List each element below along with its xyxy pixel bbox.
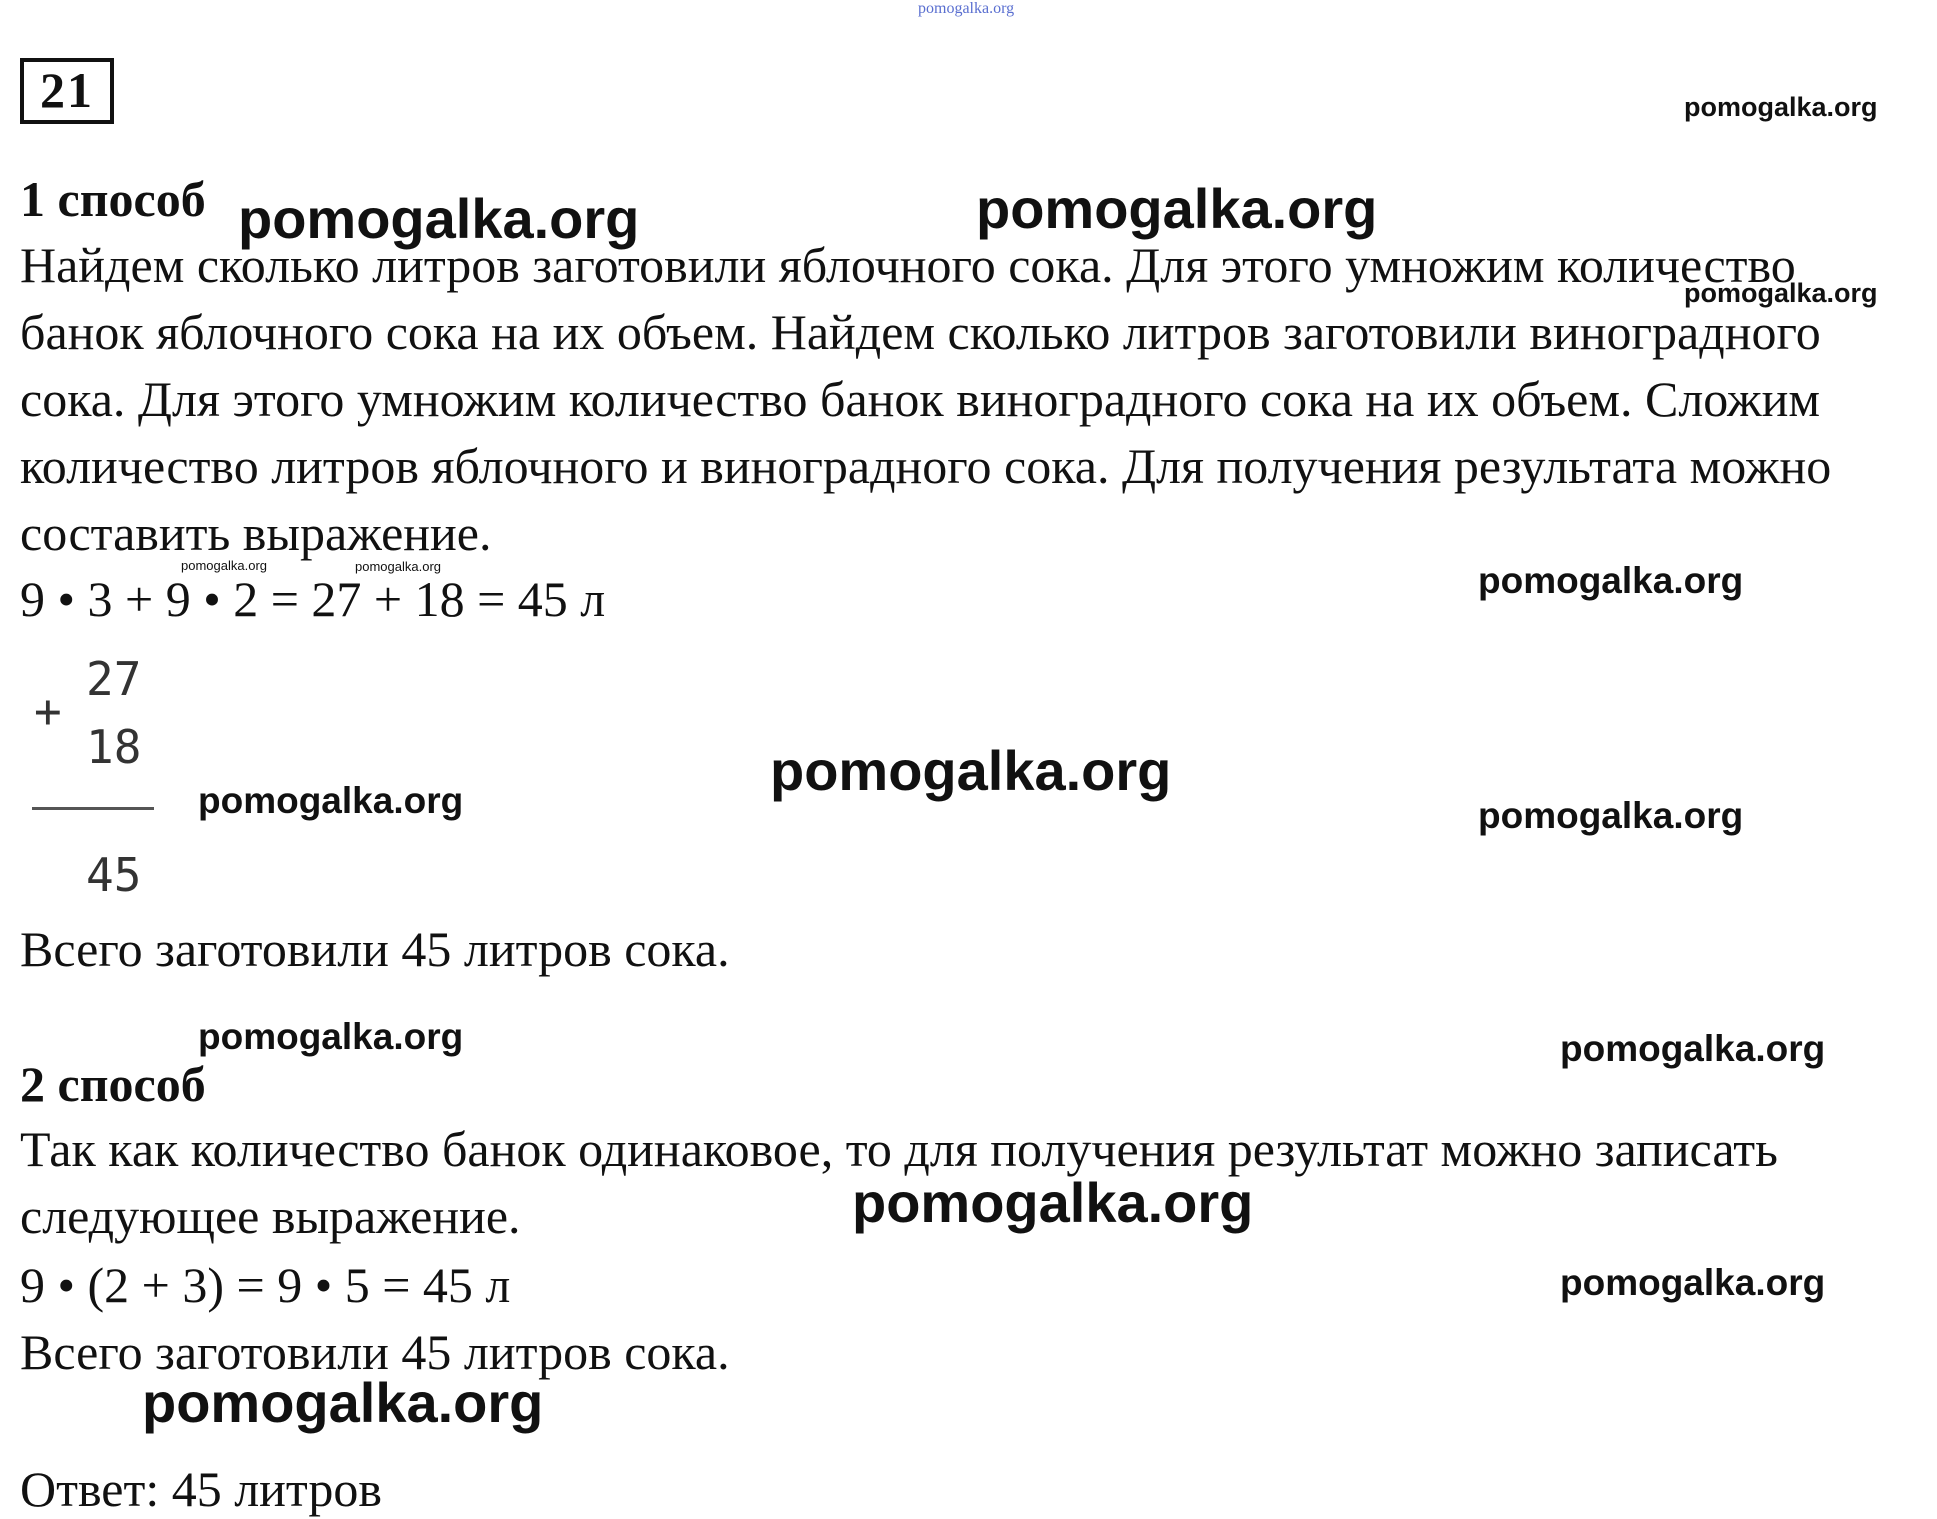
watermark: pomogalka.org bbox=[198, 780, 464, 821]
watermark: pomogalka.org bbox=[181, 558, 267, 573]
task-number-box: 21 bbox=[20, 58, 114, 124]
watermark: pomogalka.org bbox=[355, 559, 441, 574]
column-sum-rule bbox=[32, 807, 154, 810]
method1-paragraph bbox=[20, 232, 1930, 567]
method1-heading: 1 способ bbox=[20, 171, 206, 227]
method1-paragraph-text: Найдем сколько литров заготовили яблочного сока. Для этого умножим количество банок яблочного сока на их объем. Найдем сколько литров заготовили виноградного сока. Для этого умножим количество банок виноградного сока на их объем. Сложим количество литров яблочного и виноградного сока. Для получения результата можно составить выражение. bbox=[20, 237, 1832, 561]
watermark: pomogalka.org bbox=[238, 187, 640, 250]
watermark: pomogalka.org bbox=[852, 1171, 1254, 1234]
method1-expression: 9 • 3 + 9 • 2 = 27 + 18 = 45 л bbox=[20, 571, 606, 627]
watermark: pomogalka.org bbox=[1560, 1028, 1826, 1069]
watermark: pomogalka.org bbox=[198, 1016, 464, 1057]
watermark: pomogalka.org bbox=[1684, 92, 1878, 122]
watermark: pomogalka.org bbox=[1478, 795, 1744, 836]
method2-paragraph-text: Так как количество банок одинаковое, то для получения результат можно записать следующее выражение. bbox=[20, 1121, 1778, 1244]
watermark: pomogalka.org bbox=[770, 739, 1172, 802]
method1-conclusion: Всего заготовили 45 литров сока. bbox=[20, 921, 730, 977]
column-sum: 45 bbox=[86, 848, 142, 902]
watermark: pomogalka.org bbox=[976, 177, 1378, 240]
watermark: pomogalka.org bbox=[142, 1371, 544, 1434]
column-addend-1: 27 bbox=[86, 652, 142, 706]
watermark: pomogalka.org bbox=[1478, 560, 1744, 601]
column-plus-sign: + bbox=[34, 684, 62, 738]
method2-expression: 9 • (2 + 3) = 9 • 5 = 45 л bbox=[20, 1257, 511, 1313]
method2-heading: 2 способ bbox=[20, 1056, 206, 1112]
watermark: pomogalka.org bbox=[1560, 1262, 1826, 1303]
column-addend-2: 18 bbox=[86, 720, 142, 774]
watermark: pomogalka.org bbox=[1684, 278, 1878, 308]
top-watermark: pomogalka.org bbox=[918, 0, 1015, 17]
answer-line: Ответ: 45 литров bbox=[20, 1461, 382, 1517]
method2-conclusion: Всего заготовили 45 литров сока. bbox=[20, 1324, 730, 1380]
